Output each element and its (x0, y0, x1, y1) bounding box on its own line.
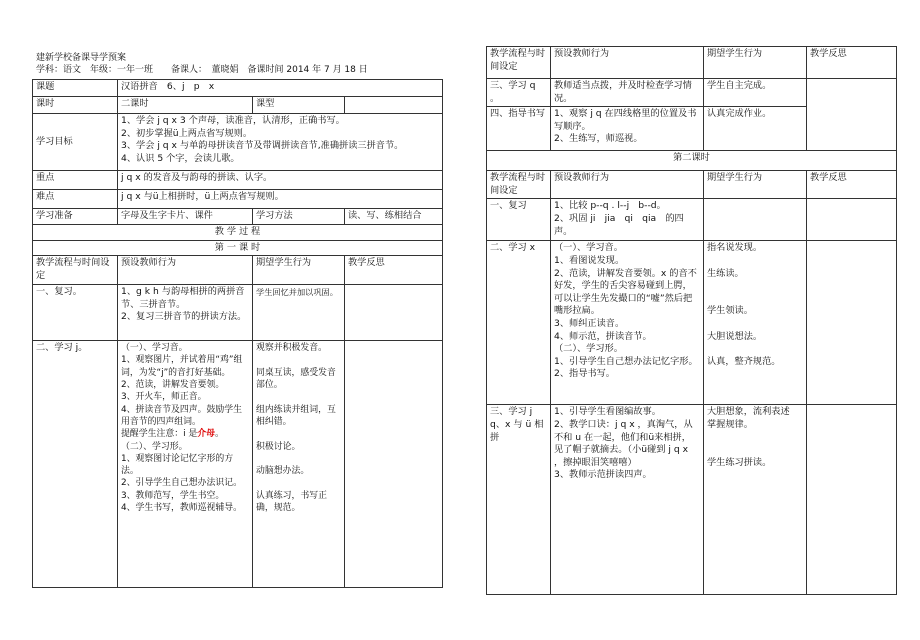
lesson2-title: 第二课时 (487, 151, 897, 171)
review-student: 学生回忆并加以巩固。 (253, 285, 345, 341)
learn-q-stage: 三、学习 q 。 (487, 79, 551, 107)
learn-x-teacher-item: 1、看图说发现。 (554, 254, 625, 266)
learn-j-teacher-item: 1、观察图片，并试着用“鸡”组词，为发“j”的音打好基础。 (121, 355, 243, 378)
learn-j-note (121, 428, 249, 440)
review2-reflect (807, 199, 897, 241)
goals-label: 学习目标 (33, 114, 118, 171)
learn-j-stage: 二、学习 j。 (33, 341, 118, 588)
goal-item: 1、学会 j q x 3 个声母，读准音，认清形，正确书写。 (121, 115, 345, 126)
writing-teacher-item: 1、观察 j q 在四线格里的位置及书写顺序。 (554, 108, 697, 132)
learn-q-student: 学生自主完成。 (704, 79, 807, 107)
prep-label: 学习准备 (33, 209, 118, 225)
learn-j-teacher-item: 3、开火车，师正音。 (121, 392, 207, 403)
col-teacher-header: 预设教师行为 (118, 256, 253, 285)
learn-j-student-item: 观察并积极发音。 (256, 343, 327, 354)
prep-value: 字母及生字卡片、课件 (118, 209, 253, 225)
right-page (460, 0, 920, 640)
writing-stage: 四、指导书写 (487, 107, 551, 151)
lesson-plan-table-right (486, 46, 897, 595)
learn-j-teacher (118, 341, 253, 588)
learn-j-student-item: 同桌互读，感受发音部位。 (256, 367, 336, 391)
note-suffix: 。 (215, 429, 224, 440)
learn-x-reflect (807, 241, 897, 405)
learn-j-student-item: 动脑想办法。 (256, 466, 310, 477)
method-label: 学习方法 (253, 209, 345, 225)
learn-x-student-item (707, 255, 803, 268)
learn-x-student-item: 学生领读。 (707, 305, 753, 317)
doc-title: 建新学校备课导学预案 (36, 53, 127, 63)
col-reflect-header: 教学反思 (807, 171, 897, 199)
learn-j-teacher-item: 2、范读，讲解发音要领。 (121, 380, 225, 391)
learn-x-teacher-item: （一）、学习音。 (554, 242, 623, 254)
goal-item: 2、初步掌握ü上两点省写规则。 (121, 127, 253, 139)
learn-x-teacher-item: （二）、学习形。 (554, 343, 623, 355)
review-stage: 一、复习。 (33, 285, 118, 341)
type-label: 课型 (253, 97, 345, 114)
learn-x-stage: 二、学习 x (487, 241, 551, 405)
learn-x-teacher-item: 3、师纠正读音。 (554, 317, 625, 329)
learn-x-student-item (707, 293, 803, 306)
review2-student (704, 199, 807, 241)
review2-teacher-item: 2、巩固 ji jia qi qia 的四声。 (554, 212, 684, 237)
reflect-cell (807, 79, 897, 151)
learn-jqx-u-reflect (807, 405, 897, 595)
learn-jqx-u-teacher-item: 3、教师示范拼读四声。 (554, 469, 652, 481)
lesson1-title: 第 一 课 时 (33, 240, 443, 256)
goal-item: 3、学会 j q x 与单韵母拼读音节及带调拼读音节,准确拼读三拼音节。 (121, 140, 404, 152)
method-value: 读、写、练相结合 (345, 209, 443, 225)
writing-student: 认真完成作业。 (704, 107, 807, 151)
learn-j-student-item (256, 391, 341, 403)
doc-info-line: 学科：语文 年级：一年一班 备课人： 董晓娟 备课时间 2014 年 7 月 18 日 (36, 65, 368, 75)
learn-j-student-item (256, 477, 341, 489)
learn-j-student-item (256, 354, 341, 366)
review-teacher-item: 2、复习三拼音节的拼读方法。 (121, 311, 247, 323)
period-label: 课时 (33, 97, 118, 114)
learn-jqx-u-teacher-item: 1、引导学生看图编故事。 (554, 406, 661, 418)
topic-label: 课题 (33, 80, 118, 97)
key-label: 重点 (33, 171, 118, 190)
learn-x-student-item: 生练读。 (707, 267, 744, 279)
learn-x-student-item: 指名说发现。 (707, 242, 763, 254)
note-prefix: 提醒学生注意：i 是 (121, 429, 198, 440)
learn-x-teacher-item: 4、师示范，拼读音节。 (554, 330, 652, 342)
learn-x-student (704, 241, 807, 405)
learn-j-teacher-item: 4、拼读音节及四声。鼓励学生用音节的四声组词。 (121, 404, 243, 427)
learn-j-teacher-item: 1、观察图讨论记忆字形的方法。 (121, 453, 234, 477)
learn-x-student-item: 认真，整齐规范。 (707, 355, 781, 367)
topic-value: 汉语拼音 6、j p x (118, 80, 443, 97)
goals-list (118, 114, 443, 171)
review2-teacher-item: 1、比较 p--q . l--j b--d。 (554, 200, 666, 212)
learn-jqx-u-stage: 三、学习 j q、x 与 ü 相拼 (487, 405, 551, 595)
goal-item: 4、认识 5 个字，会读儿歌。 (121, 152, 240, 164)
learn-j-reflect (345, 341, 443, 588)
review2-teacher (551, 199, 704, 241)
learn-jqx-u-teacher-item: 2、教学口诀：j q x ，真淘气，从不和 u 在一起，他们和ü来相拼，见了帽子就摘去。（小ü碰到 j q x ，擦掉眼泪笑嘻嘻） (554, 418, 693, 468)
difficulty-value: j q x 与ü上相拼时，ü上两点省写规则。 (118, 190, 443, 209)
learn-j-student-item: 认真练习，书写正确，规范。 (256, 490, 327, 514)
key-value: j q x 的发音及与韵母的拼读、认字。 (118, 171, 443, 190)
learn-j-student (253, 341, 345, 588)
learn-jqx-u-student-item: 大胆想象，流利表述 (707, 406, 790, 418)
learn-x-teacher-item: 1、引导学生自己想办法记忆字形。 (554, 355, 698, 367)
learn-j-student-item: 组内练读并组词，互相纠错。 (256, 404, 336, 427)
learn-j-teacher-item: （二）、学习形。 (121, 441, 188, 452)
learn-j-teacher-item: 3、教师范写，学生书空。 (121, 490, 225, 501)
learn-jqx-u-student-item (707, 444, 803, 457)
learn-j-teacher-item: （一）、学习音。 (121, 343, 188, 354)
col-student-header: 期望学生行为 (253, 256, 345, 285)
learn-x-student-item: 大胆说想法。 (707, 330, 763, 342)
period-value: 二课时 (118, 97, 253, 114)
review-reflect (345, 285, 443, 341)
col-stage-header: 教学流程与时间设定 (487, 47, 551, 79)
learn-x-student-item (707, 343, 803, 356)
learn-j-student-item (256, 453, 341, 465)
type-value (345, 97, 443, 114)
writing-teacher (551, 107, 704, 151)
learn-x-teacher (551, 241, 704, 405)
col-stage-header: 教学流程与时间设定 (33, 256, 118, 285)
learn-jqx-u-student-item: 掌握规律。 (707, 418, 753, 430)
learn-jqx-u-teacher (551, 405, 704, 595)
col-teacher-header: 预设教师行为 (551, 171, 704, 199)
col-stage-header: 教学流程与时间设定 (487, 171, 551, 199)
process-title: 教 学 过 程 (33, 225, 443, 241)
learn-j-student-item (256, 428, 341, 440)
review-teacher-item: 1、g k h 与韵母相拼的两拼音节、三拼音节。 (121, 286, 245, 310)
col-student-header: 期望学生行为 (704, 171, 807, 199)
learn-jqx-u-student (704, 405, 807, 595)
col-student-header: 期望学生行为 (704, 47, 807, 79)
learn-x-student-item (707, 280, 803, 293)
note-highlight: 介母 (197, 429, 216, 440)
learn-jqx-u-student-item: 学生练习拼读。 (707, 456, 772, 468)
learn-x-student-item (707, 318, 803, 331)
learn-j-student-item: 积极讨论。 (256, 441, 301, 452)
learn-j-teacher-item: 2、引导学生自己想办法识记。 (121, 478, 243, 489)
col-reflect-header: 教学反思 (345, 256, 443, 285)
review-teacher (118, 285, 253, 341)
learn-j-teacher-item: 4、学生书写，教师巡视辅导。 (121, 503, 243, 514)
col-reflect-header: 教学反思 (807, 47, 897, 79)
learn-x-teacher-item: 2、范读，讲解发音要领。x 的音不好发，学生的舌尖容易碰到上腭，可以让学生先发撮口的“嘘”然后把嘴形拉扁。 (554, 267, 697, 317)
writing-teacher-item: 2、生练写，师巡视。 (554, 133, 643, 145)
lesson-plan-table-left (32, 79, 443, 588)
review2-stage: 一、复习 (487, 199, 551, 241)
learn-q-teacher: 教师适当点拨，并及时检查学习情况。 (551, 79, 704, 107)
difficulty-label: 难点 (33, 190, 118, 209)
col-teacher-header: 预设教师行为 (551, 47, 704, 79)
learn-jqx-u-student-item (707, 432, 803, 445)
learn-x-teacher-item: 2、指导书写。 (554, 368, 615, 380)
